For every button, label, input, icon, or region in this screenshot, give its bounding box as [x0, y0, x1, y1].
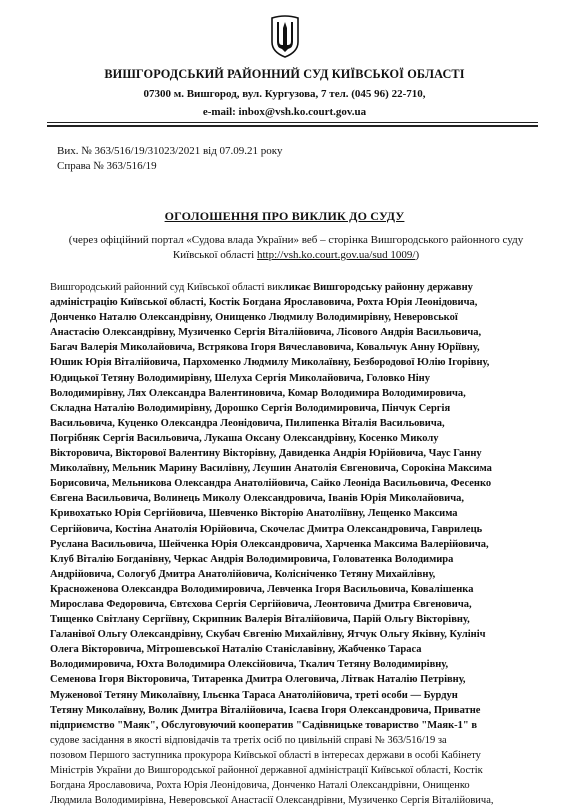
body-line: Вікторовича, Вікторової Валентину Вікторівну, Давиденка Андрія Юрійовича, Чаус Ганну	[50, 448, 482, 460]
portal-note-line2	[40, 248, 552, 263]
body-line: Донченко Наталю Олександрівну, Онищенко Людмилу Володимирівну, Неверовської	[50, 312, 458, 324]
body-line: Богдана Ярославовича, Рохта Юрія Леонідовича, Донченко Наталі Олександрівни, Онищенко	[50, 780, 470, 792]
header-divider-thin	[47, 122, 538, 123]
body-line-bold: ликає Вишгородську районну державну	[282, 282, 473, 293]
body-line: Кривохатько Юрія Сергійовича, Шевченко Вікторію Анатоліївну, Лещенко Максима	[50, 508, 458, 520]
portal-note-line1: (через офіційний портал «Судова влада України» веб – сторінка Вишгородського районного суду	[68, 234, 524, 246]
body-line: Муженової Тетяну Миколаївну, Ільєнка Тараса Анатолійовича, треті особи — Бурдун	[50, 689, 458, 701]
body-line: Євгена Васильовича, Волинець Миколу Олександровича, Іванів Юрія Миколайовича,	[50, 493, 464, 505]
body-line: Андрійовича, Сологуб Дмитра Анатолійовича, Колісніченко Тетяну Михайлівну,	[50, 568, 436, 580]
body-line: Олега Вікторовича, Мітрошевської Наталію Станіславівну, Жабченко Тараса	[50, 644, 422, 656]
body-line: Галанівої Ольгу Олександрівну, Скубач Євгенію Михайлівну, Ятчук Ольгу Яківну, Кулініч	[50, 629, 486, 641]
outgoing-number: Вих. № 363/516/19/31023/2021 від 07.09.21 року	[57, 145, 283, 157]
portal-note-prefix: Київської області	[172, 249, 257, 261]
body-line: Складна Наталію Володимирівну, Дорошко Сергія Володимировича, Пінчук Сергія	[50, 402, 451, 414]
body-line: Міністрів України до Вишгородської районної державної адміністрації Київської області, Костік	[50, 765, 483, 776]
body-line: Багач Валерія Миколайовича, Встрякова Ігоря Вячеславовича, Ковальчук Анну Юріївну,	[50, 342, 480, 354]
body-line: Юшик Юрія Віталійовича, Пархоменко Людмилу Миколаївну, Безбородової Юлію Ігорівну,	[50, 357, 490, 369]
header-divider-thick	[47, 125, 538, 127]
body-line	[50, 280, 569, 295]
body-line: Семенова Ігоря Вікторовича, Титаренка Дмитра Олеговича, Літвак Наталію Петрівну,	[50, 674, 466, 686]
court-address: 07300 м. Вишгород, вул. Кургузова, 7 тел. (045 96) 22-710,	[143, 88, 426, 100]
body-line: Мирослава Федоровича, Євтєхова Сергія Сергійовича, Леонтовича Дмитра Євгеновича,	[50, 598, 472, 610]
body-line: Юдицької Тетяну Володимирівну, Шелуха Сергія Миколайовича, Головко Ніну	[50, 372, 430, 384]
document-title	[0, 209, 569, 224]
body-line: Борисовича, Мельникова Олександра Анатолійовича, Сайко Леоніда Васильовича, Фесенко	[50, 478, 492, 490]
body-line: Людмила Володимирівна, Неверовської Анастасії Олександрівни, Музиченко Сергія Віталійовича,	[50, 795, 494, 807]
body-line: Руслана Васильовича, Шейченка Юрія Олександровича, Харченка Максима Валерійовича,	[50, 538, 489, 550]
court-email: e-mail: inbox@vsh.ko.court.gov.ua	[202, 106, 367, 118]
body-line: Тищенко Світлану Сергіївну, Скрипник Валерія Віталійовича, Парій Ольгу Вікторівну,	[50, 614, 470, 626]
body-line: Володимирівну, Лях Олександра Валентиновича, Комар Володимира Володимировича,	[50, 387, 466, 399]
court-name: ВИШГОРОДСЬКИЙ РАЙОННИЙ СУД КИЇВСЬКОЇ ОБЛАСТІ	[104, 67, 465, 81]
trident-emblem-icon	[270, 14, 300, 58]
body-line: Миколаївну, Мельник Марину Василівну, Лєушин Анатолія Євгеновича, Сорокіна Максима	[50, 463, 492, 475]
portal-note-suffix: )	[415, 249, 420, 261]
case-number: Справа № 363/516/19	[57, 160, 157, 172]
body-line: Васильовича, Куценко Олександра Леонідовича, Пилипенка Віталія Васильовича,	[50, 417, 445, 429]
body-line: Тетяну Миколаївну, Волик Дмитра Віталійовича, Ісаєва Ігоря Олександровича, Приватне	[50, 704, 481, 716]
body-line: Володимировича, Юхта Володимира Олексійовича, Ткалич Тетяну Володимирівну,	[50, 659, 449, 671]
body-line: адміністрацію Київської області, Костік Богдана Ярославовича, Рохта Юрія Леонідовича,	[50, 297, 478, 309]
body-line-plain: Вишгородський районний суд Київської області вик	[50, 282, 283, 293]
announcement-body	[50, 280, 569, 808]
document-title-text: ОГОЛОШЕННЯ ПРО ВИКЛИК ДО СУДУ	[164, 209, 405, 223]
body-line: Погрібняк Сергія Васильовича, Лукаша Оксану Олександрівну, Косенко Миколу	[50, 432, 439, 444]
body-line: Сергійовича, Костіна Анатолія Юрійовича, Скочелас Дмитра Олександровича, Гаврилець	[50, 523, 483, 535]
body-line: судове засідання в якості відповідачів та третіх осіб по цивільній справі № 363/516/19 за	[50, 734, 447, 746]
body-line: позовом Першого заступника прокурора Київської області в інтересах держави в особі Кабінету	[50, 749, 481, 761]
body-line: Клуб Віталію Богданівну, Черкас Андрія Володимировича, Головатенка Володимира	[50, 553, 454, 565]
body-line: підприємство "Маяк", Обслуговуючий кооператив "Садівницьке товариство "Маяк-1" в	[50, 719, 478, 731]
portal-link[interactable]: http://vsh.ko.court.gov.ua/sud 1009/	[256, 249, 416, 261]
body-line: Красноженова Олександра Володимировича, Левченка Ігоря Васильовича, Ковалішенка	[50, 583, 474, 595]
body-line: Анастасію Олександрівну, Музиченко Сергія Віталійовича, Лісового Андрія Васильовича,	[50, 327, 482, 339]
